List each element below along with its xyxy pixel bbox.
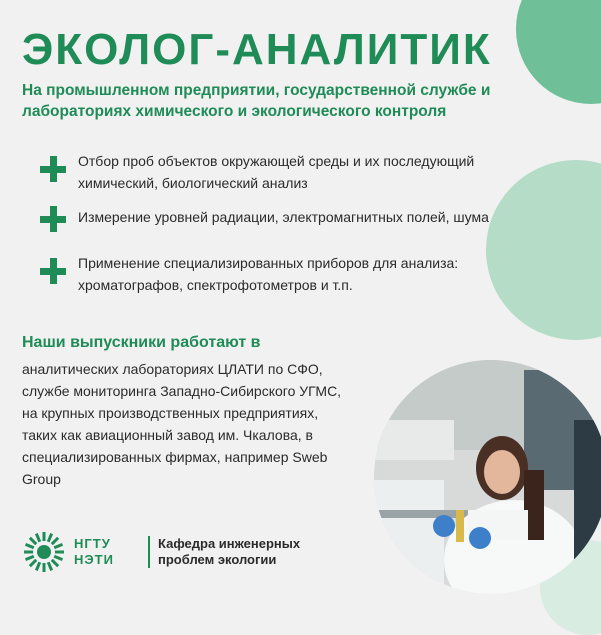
logo-abbr-line1: НГТУ	[74, 536, 111, 551]
plus-icon	[40, 206, 66, 232]
page-title: ЭКОЛОГ-АНАЛИТИК	[22, 25, 492, 74]
logo-abbr-line2: НЭТИ	[74, 552, 114, 567]
plus-icon	[40, 258, 66, 284]
department-name: Кафедра инженерных проблем экологии	[158, 536, 301, 567]
sun-logo-icon	[22, 530, 66, 574]
list-item-text: Применение специализированных приборов для анализа: хроматографов, спектрофотометров и т.п.	[78, 255, 459, 293]
lab-photo-illustration	[374, 360, 601, 594]
university-abbreviation	[74, 536, 144, 568]
lab-photo	[374, 360, 601, 594]
graduates-text: аналитических лабораториях ЦЛАТИ по СФО, службе мониторинга Западно-Сибирского УГМС, на крупных производственных предприятиях, таких как авиационный завод им. Чкалова, в специализированных фирмах, например Sweb Group	[22, 361, 342, 487]
plus-icon	[40, 156, 66, 182]
graduates-heading: Наши выпускники работают в	[22, 334, 261, 351]
page-subtitle: На промышленном предприятии, государственной службе и лабораториях химического и экологического контроля	[22, 82, 491, 120]
list-item-text: Отбор проб объектов окружающей среды и их последующий химический, биологический анализ	[78, 153, 475, 191]
list-item-text: Измерение уровней радиации, электромагнитных полей, шума	[78, 209, 489, 225]
logo-divider	[148, 536, 150, 568]
